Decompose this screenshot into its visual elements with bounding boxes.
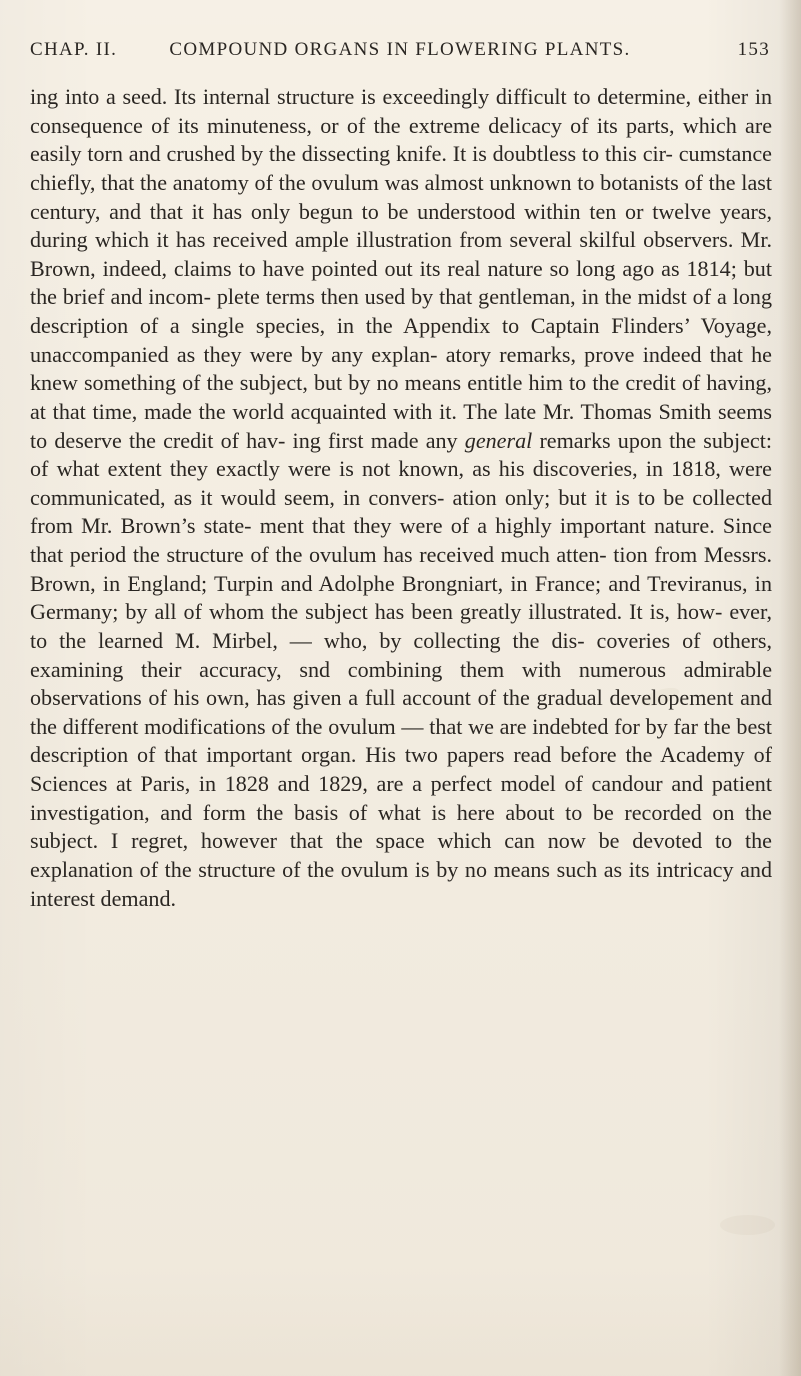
paragraph-segment-2: remarks upon the subject: of what extent they exactly were is not known, as his discoveries, in 1818, were communicated, as it would seem, in convers- ation only; but it is to be collected from Mr. Brown’s state- ment that they were of a highly important nature. Since that period the structure of the ovulum has received much atten- tion from Messrs. Brown, in England; Turpin and Adolphe Brongniart, in France; and Treviranus, in Germany; by all of whom the subject has been greatly illustrated. It is, how- ever, to the learned M. Mirbel, — who, by collecting the dis- coveries of others, examining their accuracy, snd combining them with numerous admirable observations of his own, has given a full account of the gradual developement and the different modifications of the ovulum — that we are indebted for by far the best description of that important organ. His two papers read before the Academy of Sciences at Paris, in 1828 and 1829, are a perfect model of candour and patient investigation, and form the basis of what is here about to be recorded on the subject. I regret, however that the space which can now be devoted to the explanation of the structure of the ovulum is by no means such as its intricacy and interest demand. xyxy=(30,427,772,911)
page-edge-shadow xyxy=(779,0,801,1376)
paragraph-text xyxy=(30,83,772,913)
running-header xyxy=(30,30,770,70)
italic-word: general xyxy=(464,427,533,453)
paper-smudge xyxy=(720,1215,775,1235)
running-title: COMPOUND ORGANS IN FLOWERING PLANTS. xyxy=(169,39,631,60)
body-paragraph xyxy=(30,83,772,913)
page-aging-fade xyxy=(0,1266,801,1376)
chapter-label: CHAP. II. xyxy=(30,39,118,60)
page-number: 153 xyxy=(737,39,770,60)
paragraph-segment-1: ing into a seed. Its internal structure is exceedingly difficult to determine, either in consequence of its minuteness, or of the extreme delicacy of its parts, which are easily torn and crushed by the dissecting knife. It is doubtless to this cir- cumstance chiefly, that the anatomy of the ovulum was almost unknown to botanists of the last century, and that it has only begun to be understood within ten or twelve years, during which it has received ample illustration from several skilful observers. Mr. Brown, indeed, claims to have pointed out its real nature so long ago as 1814; but the brief and incom- plete terms then used by that gentleman, in the midst of a long description of a single species, in the Appendix to Captain Flinders’ Voyage, unaccompanied as they were by any explan- atory remarks, prove indeed that he knew something of the subject, but by no means entitle him to the credit of having, at that time, made the world acquainted with it. The late Mr. Thomas Smith seems to deserve the credit of hav- ing first made any xyxy=(30,84,772,453)
